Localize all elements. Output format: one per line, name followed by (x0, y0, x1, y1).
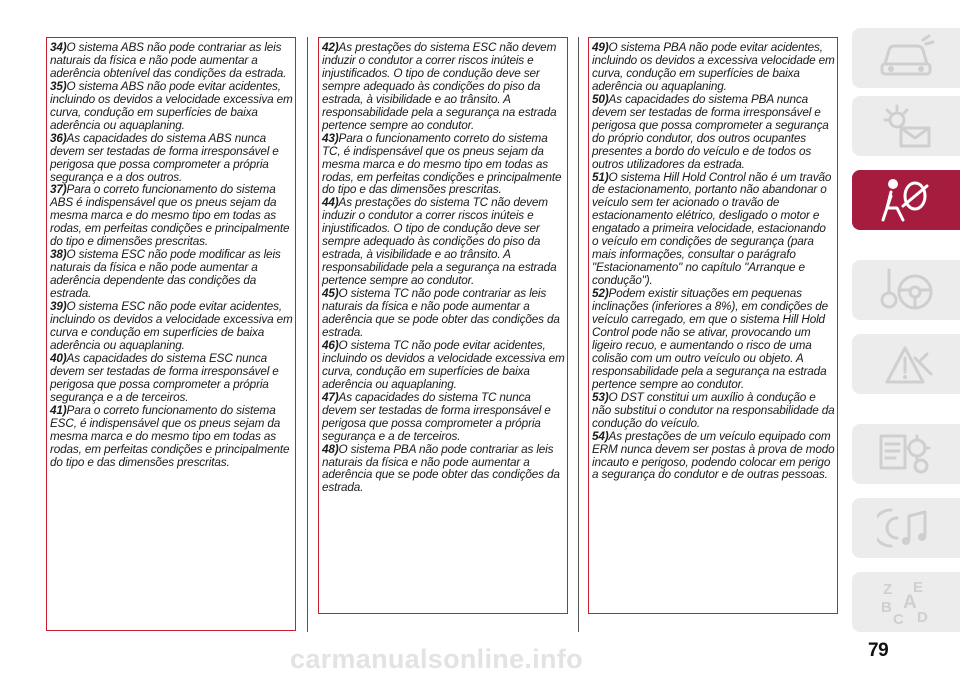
tab-airbag-safety[interactable] (852, 170, 960, 230)
note-text: O sistema PBA não pode contrariar as leis naturais da física e não pode aumentar a aderência que se pode obter das condições da estrada. (322, 442, 560, 495)
maintenance-gears-icon (877, 430, 935, 478)
note-item (50, 249, 293, 301)
note-number: 36) (50, 131, 67, 145)
note-text: O sistema Hill Hold Control não é um travão de estacionamento, portanto não abandonar o veículo sem ter acionado o travão de estacionamento elétrico, desligado o motor e engatado a primeira velocidade, estacionando o veículo em condições de segurança (para mais informações, consultar o parágrafo "Estacionamento" no capítulo "Arranque e condução"). (592, 170, 832, 288)
note-text: O sistema ESC não pode modificar as leis naturais da física e não pode aumentar a aderência dependente das condições da estrada. (50, 248, 281, 301)
note-number: 35) (50, 79, 67, 93)
note-item (50, 81, 293, 133)
key-steering-wheel-icon (877, 266, 935, 314)
note-item (322, 197, 565, 288)
dashboard-lights-icon (877, 102, 935, 150)
note-number: 52) (592, 287, 609, 301)
note-number: 46) (322, 338, 339, 352)
svg-text:A: A (903, 592, 917, 613)
warning-triangle-icon (877, 340, 935, 388)
note-text: As capacidades do sistema ESC nunca devem ser testadas de forma irresponsável e perigosa que possa comprometer a própria segurança e a de terceiros. (50, 351, 279, 404)
note-number: 51) (592, 170, 609, 184)
airbag-safety-icon (877, 176, 935, 224)
note-number: 37) (50, 183, 67, 197)
note-item (50, 353, 293, 405)
note-text: As prestações do sistema TC não devem induzir o condutor a correr riscos inúteis e injustificados. O tipo de condução deve ser sempre adequado às condições do piso da estrada, à visibilidade e ao trânsito. A responsabilidade pela a segurança na estrada pertence sempre ao condutor. (322, 196, 557, 288)
note-item (592, 42, 835, 94)
svg-text:Z: Z (883, 581, 893, 598)
note-item (592, 94, 835, 172)
page-number: 79 (868, 640, 889, 661)
note-number: 48) (322, 442, 339, 456)
note-item (50, 405, 293, 470)
car-icon (877, 34, 935, 82)
note-item (322, 444, 565, 496)
note-text: O sistema ABS não pode evitar acidentes, incluindo os devidos a velocidade excessiva em curva, condução em superfícies de baixa aderência ou aquaplaning. (50, 79, 293, 132)
note-item (322, 288, 565, 340)
tab-multimedia-music[interactable] (852, 498, 960, 558)
note-text: Para o correto funcionamento do sistema ESC, é indispensável que os pneus sejam da mesma marca e do mesmo tipo em todas as rodas, em perfeitas condições e principalmente do tipo e das dimensões prescritas. (50, 403, 290, 469)
note-text: As capacidades do sistema PBA nunca devem ser testadas de forma irresponsável e perigosa que possa comprometer a segurança do próprio condutor, dos outros ocupantes presentes a bordo do veículo e de todos os outros utilizadores da estrada. (592, 92, 829, 171)
note-text: Podem existir situações em pequenas inclinações (inferiores a 8%), em condições de veículo carregado, em que o sistema Hill Hold Control pode não se ativar, provocando um ligeiro recuo, e aumentando o risco de uma colisão com um outro veículo ou objeto. A responsabilidade pela a segurança na estrada pertence sempre ao condutor. (592, 287, 829, 391)
multimedia-music-icon (877, 504, 935, 552)
note-item (592, 392, 835, 431)
note-item (592, 431, 835, 483)
svg-text:C: C (893, 611, 904, 626)
note-number: 50) (592, 92, 609, 106)
tab-warning-triangle[interactable] (852, 334, 960, 394)
note-text: O sistema ESC não pode evitar acidentes, incluindo os devidos a velocidade excessiva em curva e condução em superfícies de baixa aderência ou aquaplaning. (50, 300, 293, 352)
note-text: As capacidades do sistema TC nunca devem ser testadas de forma irresponsável e perigosa que possa comprometer a própria segurança e a de terceiros. (322, 390, 551, 443)
note-text: O sistema ABS não pode contrariar as leis naturais da física e não pode aumentar a aderência obtenível das condições da estrada. (50, 41, 287, 80)
alphabetical-index-icon (877, 578, 935, 626)
note-text: As prestações do sistema ESC não devem induzir o condutor a correr riscos inúteis e injustificados. O tipo de condução deve ser sempre adequado às condições do piso da estrada, à visibilidade e ao trânsito. A responsabilidade pela a segurança na estrada pertence sempre ao condutor. (322, 41, 557, 132)
note-number: 44) (322, 196, 339, 210)
note-text: O sistema PBA não pode evitar acidentes, incluindo os devidos a excessiva velocidade em curva, condução em superfícies de baixa aderência ou aquaplaning. (592, 41, 835, 93)
watermark: carmanualsonline.info (290, 644, 583, 674)
note-number: 53) (592, 390, 609, 404)
note-item (592, 172, 835, 289)
note-number: 43) (322, 131, 339, 145)
note-item (322, 133, 565, 198)
note-number: 54) (592, 429, 609, 443)
note-number: 49) (592, 41, 609, 54)
note-number: 45) (322, 287, 339, 301)
note-number: 34) (50, 41, 67, 54)
note-text: As prestações de um veículo equipado com ERM nunca devem ser postas à prova de modo incauto e perigoso, podendo colocar em perigo a segurança do condutor e de outras pessoas. (592, 429, 835, 482)
note-item (322, 340, 565, 392)
svg-text:B: B (881, 599, 892, 616)
note-item (50, 42, 293, 81)
tab-key-steering-wheel[interactable] (852, 260, 960, 320)
note-text: O sistema TC não pode evitar acidentes, incluindo os devidos a velocidade excessiva em curva, condução em superfícies de baixa aderência ou aquaplaning. (322, 338, 565, 391)
note-item (50, 301, 293, 353)
note-item (322, 42, 565, 133)
tab-dashboard-lights[interactable] (852, 96, 960, 156)
note-item (592, 288, 835, 392)
tab-maintenance-gears[interactable] (852, 424, 960, 484)
note-text: O DST constitui um auxílio à condução e não substitui o condutor na responsabilidade da condução do veículo. (592, 390, 835, 430)
notes-column-2 (318, 37, 568, 614)
note-text: Para o funcionamento correto do sistema TC, é indispensável que os pneus sejam da mesma marca e do mesmo tipo em todas as rodas, em perfeitas condições e principalmente do tipo e das dimensões prescritas. (322, 131, 562, 197)
note-text: O sistema TC não pode contrariar as leis naturais da física e não pode aumentar a aderência que se pode obter das condições da estrada. (322, 287, 560, 339)
notes-column-1 (46, 37, 296, 631)
note-number: 38) (50, 248, 67, 262)
note-text: Para o correto funcionamento do sistema ABS é indispensável que os pneus sejam da mesma marca e do mesmo tipo em todas as rodas, em perfeitas condições e principalmente do tipo e dimensões prescritas. (50, 183, 290, 249)
svg-text:E: E (913, 579, 924, 596)
column-divider (307, 37, 308, 632)
note-item (50, 133, 293, 185)
tab-car-icon[interactable] (852, 28, 960, 88)
note-number: 47) (322, 390, 339, 404)
note-item (322, 392, 565, 444)
note-number: 39) (50, 300, 67, 314)
svg-text:D: D (917, 609, 928, 626)
note-number: 40) (50, 351, 67, 365)
note-number: 42) (322, 41, 339, 54)
notes-column-3 (588, 37, 838, 614)
note-number: 41) (50, 403, 67, 417)
note-text: As capacidades do sistema ABS nunca devem ser testadas de forma irresponsável e perigosa que possa comprometer a própria segurança e a dos outros. (50, 131, 279, 184)
note-item (50, 184, 293, 249)
tab-alphabetical-index[interactable] (852, 572, 960, 632)
column-divider (578, 37, 579, 632)
